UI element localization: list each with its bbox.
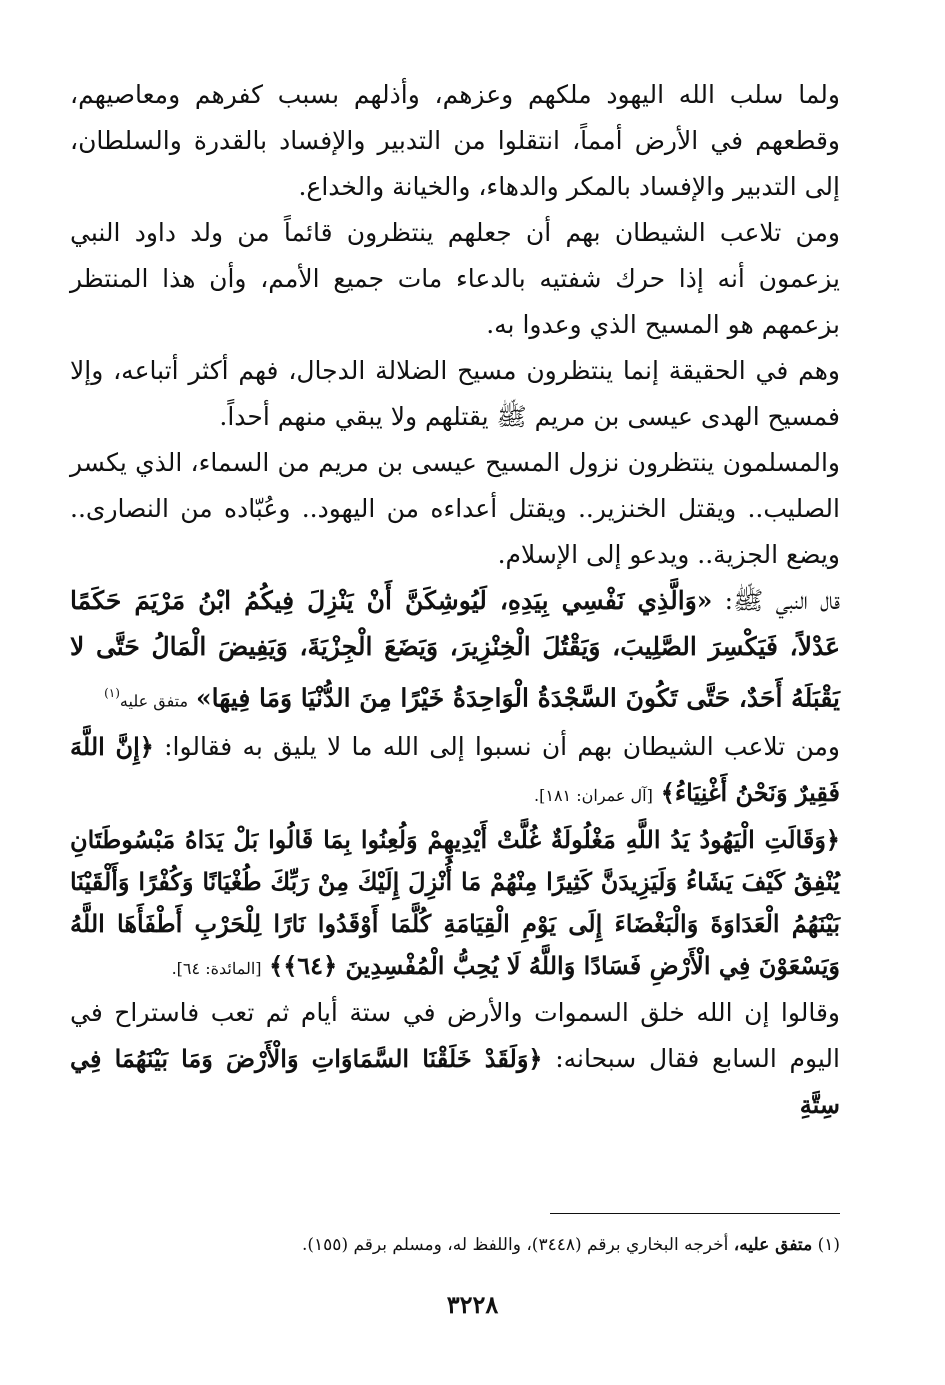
hadith-intro: قال النبي ﷺ: [712, 586, 840, 615]
footnote-reference[interactable]: (١) [104, 686, 120, 700]
verse2-text: ﴿وَقَالَتِ الْيَهُودُ يَدُ اللَّهِ مَغْلُولَةٌ غُلَّتْ أَيْدِيهِمْ وَلُعِنُوا بِمَا قَالُوا بَلْ يَدَاهُ مَبْسُوطَتَانِ يُنْفِقُ كَيْفَ يَشَاءُ وَلَيَزِيدَنَّ كَثِيرًا مِنْهُمْ مَا أُنْزِلَ إِلَيْكَ مِنْ رَبِّكَ طُغْيَانًا وَكُفْرًا وَأَلْقَيْنَا بَيْنَهُمُ الْعَدَاوَةَ وَالْبَغْضَاءَ إِلَى يَوْمِ الْقِيَامَةِ كُلَّمَا أَوْقَدُوا نَارًا لِلْحَرْبِ أَطْفَأَهَا اللَّهُ وَيَسْعَوْنَ فِي الْأَرْضِ فَسَادًا وَاللَّهُ لَا يُحِبُّ الْمُفْسِدِينَ ﴿٦٤﴾﴾ [70, 825, 840, 981]
page-number: ٣٢٢٨ [446, 1290, 499, 1319]
hadith-grade: متفق عليه [119, 691, 189, 711]
verse-paragraph-3 [70, 990, 840, 1128]
footnote-mark: (١) [817, 1235, 840, 1255]
footnote-divider [550, 1213, 840, 1214]
verse-paragraph-2 [70, 819, 840, 990]
hadith-text: «وَالَّذِي نَفْسِي بِيَدِهِ، لَيُوشِكَنَّ أَنْ يَنْزِلَ فِيكُمُ ابْنُ مَرْيَمَ حَكَمًا عَدْلاً، فَيَكْسِرَ الصَّلِيبَ، وَيَقْتُلَ الْخِنْزِيرَ، وَيَضَعَ الْجِزْيَةَ، وَيَفِيضَ الْمَالُ حَتَّى لا يَقْبَلَهُ أَحَدٌ، حَتَّى تَكُونَ السَّجْدَةُ الْوَاحِدَةُ خَيْرًا مِنَ الدُّنْيَا وَمَا فِيهَا» [70, 586, 840, 713]
verse1-text: ﴿إِنَّ اللَّهَ فَقِيرٌ وَنَحْنُ أَغْنِيَاءُ﴾ [70, 732, 840, 808]
footnote [70, 1232, 840, 1258]
paragraph-1: ولما سلب الله اليهود ملكهم وعزهم، وأذلهم بسبب كفرهم ومعاصيهم، وقطعهم في الأرض أمماً، انتقلوا من التدبير والإفساد بالقدرة والسلطان، إلى التدبير والإفساد بالمكر والدهاء، والخيانة والخداع. [70, 80, 840, 201]
paragraph-3: وهم في الحقيقة إنما ينتظرون مسيح الضلالة الدجال، فهم أكثر أتباعه، وإلا فمسيح الهدى عيسى بن مريم ﷺ يقتلهم ولا يبقي منهم أحداً. [70, 356, 840, 431]
paragraph-4: والمسلمون ينتظرون نزول المسيح عيسى بن مريم من السماء، الذي يكسر الصليب.. ويقتل الخنزير.. ويقتل أعداءه من اليهود.. وعُبّاده من النصارى.. ويضع الجزية.. ويدعو إلى الإسلام. [70, 448, 840, 569]
verse2-reference: [المائدة: ٦٤]. [171, 959, 262, 979]
verse1-reference: [آل عمران: ١٨١]. [534, 786, 653, 806]
verse3-text: ﴿وَلَقَدْ خَلَقْنَا السَّمَاوَاتِ وَالْأَرْضَ وَمَا بَيْنَهُمَا فِي سِتَّةِ [70, 1044, 840, 1120]
verse1-intro: ومن تلاعب الشيطان بهم أن نسبوا إلى الله ما لا يليق به فقالوا: [153, 732, 841, 762]
footnote-label: متفق عليه، [733, 1235, 813, 1255]
main-text [70, 72, 840, 1128]
verse-paragraph-1 [70, 724, 840, 819]
paragraph-2: ومن تلاعب الشيطان بهم أن جعلهم ينتظرون قائماً من ولد داود النبي يزعمون أنه إذا حرك شفتيه بالدعاء مات جميع الأمم، وأن هذا المنتظر بزعمهم هو المسيح الذي وعدوا به. [70, 218, 840, 339]
footnote-text: أخرجه البخاري برقم (٣٤٤٨)، واللفظ له، ومسلم برقم (١٥٥). [301, 1235, 729, 1255]
verse3-intro: وقالوا إن الله خلق السموات والأرض في ستة أيام ثم تعب فاستراح في اليوم السابع فقال سبحانه: [70, 998, 840, 1074]
hadith-paragraph [70, 578, 840, 724]
